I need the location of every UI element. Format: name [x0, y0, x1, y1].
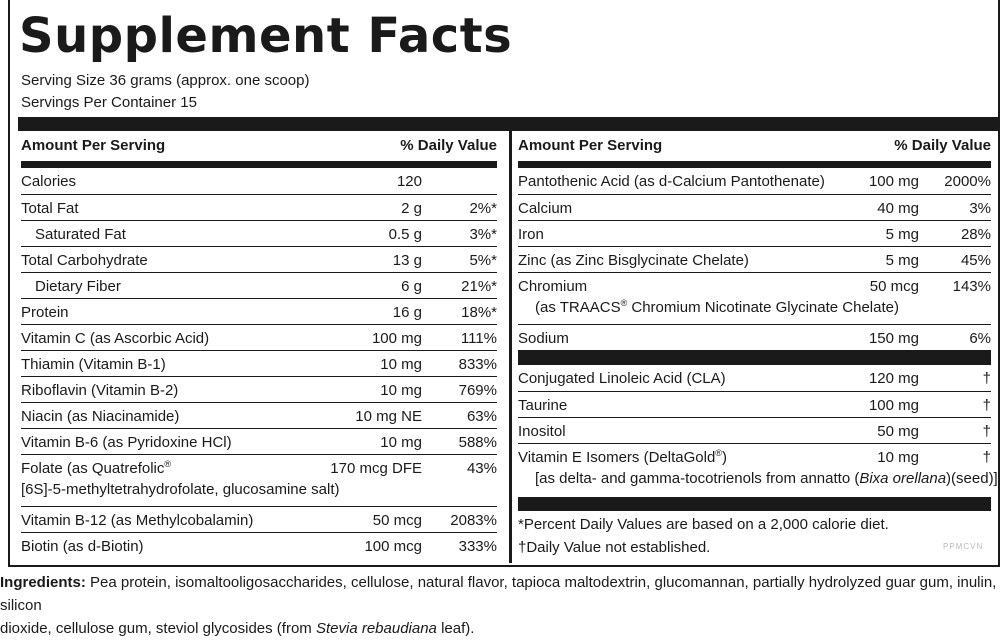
nutrient-dv: 5%* — [469, 252, 497, 269]
nutrient-amount: 5 mg — [885, 252, 919, 269]
nutrient-amount: 100 mg — [371, 330, 422, 347]
nutrient-row — [21, 324, 497, 350]
nutrient-amount: 2 g — [401, 200, 422, 217]
nutrient-dv: 3% — [969, 200, 991, 217]
nutrient-name: Sodium — [518, 330, 569, 347]
nutrient-row — [518, 220, 991, 246]
nutrient-dv: 2083% — [450, 512, 497, 529]
nutrient-name: Vitamin E Isomers (DeltaGold®) — [518, 448, 727, 466]
nutrient-amount: 10 mg — [380, 382, 422, 399]
nutrient-row — [21, 428, 497, 454]
servings-per-container: Servings Per Container 15 — [21, 94, 197, 111]
nutrient-name: Calories — [21, 173, 77, 190]
left-header — [21, 131, 497, 161]
nutrient-amount: 5 mg — [885, 226, 919, 243]
nutrient-dv: 833% — [458, 356, 497, 373]
nutrient-amount: 0.5 g — [388, 226, 422, 243]
daily-value-header: % Daily Value — [894, 137, 991, 154]
nutrient-detail: [6S]-5-methyltetrahydrofolate, glucosamine salt) — [21, 481, 340, 498]
nutrient-name: Zinc (as Zinc Bisglycinate Chelate) — [518, 252, 749, 269]
nutrient-row — [518, 194, 991, 220]
nutrient-name: Biotin (as d-Biotin) — [21, 538, 144, 555]
nutrient-row — [21, 506, 497, 532]
nutrient-dv: 63% — [466, 408, 497, 425]
footnote-percent-dv: *Percent Daily Values are based on a 2,000 calorie diet. — [518, 516, 889, 533]
nutrient-name: Saturated Fat — [35, 226, 126, 243]
amount-per-serving-header: Amount Per Serving — [518, 137, 663, 154]
nutrient-dv: 769% — [458, 382, 497, 399]
nutrient-dv: 45% — [960, 252, 991, 269]
mid-thick-bar — [518, 350, 991, 365]
nutrient-name: Vitamin B-12 (as Methylcobalamin) — [21, 512, 254, 529]
top-thick-bar — [18, 117, 1000, 131]
nutrient-row — [21, 532, 497, 558]
nutrient-name: Iron — [518, 226, 544, 243]
ingredient-row — [518, 365, 991, 391]
nutrient-amount: 10 mg NE — [355, 408, 422, 425]
ingredient-row — [518, 417, 991, 443]
nutrient-row — [21, 376, 497, 402]
nutrient-name: Vitamin C (as Ascorbic Acid) — [21, 330, 210, 347]
nutrient-name: Riboflavin (Vitamin B-2) — [21, 382, 179, 399]
nutrient-row — [21, 246, 497, 272]
nutrient-row — [21, 350, 497, 376]
nutrient-detail: [as delta- and gamma-tocotrienols from annatto (Bixa orellana)(seed)] — [535, 470, 998, 487]
header-thick-rule — [21, 161, 497, 168]
nutrient-amount: 100 mg — [868, 397, 919, 414]
nutrient-dv: 588% — [458, 434, 497, 451]
footnote-dagger: †Daily Value not established. — [518, 539, 711, 556]
nutrient-amount: 10 mg — [380, 434, 422, 451]
left-column — [21, 131, 497, 558]
nutrient-amount: 40 mg — [877, 200, 919, 217]
nutrient-name: Protein — [21, 304, 69, 321]
nutrient-row — [518, 272, 991, 324]
nutrient-amount: 13 g — [392, 252, 422, 269]
nutrient-name: Taurine — [518, 397, 568, 414]
nutrient-dv: 28% — [960, 226, 991, 243]
nutrient-dv: 143% — [952, 278, 991, 295]
right-column — [518, 131, 998, 558]
right-header — [518, 131, 991, 161]
nutrient-name: Total Carbohydrate — [21, 252, 148, 269]
nutrient-row — [21, 272, 497, 298]
nutrient-row — [21, 298, 497, 324]
panel-title: Supplement Facts — [19, 8, 513, 64]
nutrient-amount: 120 — [396, 173, 422, 190]
nutrient-amount: 10 mg — [877, 449, 919, 466]
nutrient-name: Conjugated Linoleic Acid (CLA) — [518, 370, 726, 387]
nutrient-dv: 111% — [460, 330, 497, 347]
nutrient-dv: 18%* — [461, 304, 497, 321]
ingredient-row — [518, 391, 991, 417]
nutrient-amount: 120 mg — [868, 370, 919, 387]
nutrient-dv: 21%* — [461, 278, 497, 295]
nutrient-amount: 100 mcg — [364, 538, 422, 555]
nutrient-dv: 333% — [458, 538, 497, 555]
nutrient-row — [21, 220, 497, 246]
nutrient-amount: 10 mg — [380, 356, 422, 373]
nutrient-amount: 16 g — [392, 304, 422, 321]
ingredients-text: Pea protein, isomaltooligosaccharides, cellulose, natural flavor, tapioca maltodextrin, glucomannan, partially hydrolyzed guar gum, inulin, silicon — [0, 574, 997, 614]
nutrient-row — [21, 402, 497, 428]
nutrient-dv: † — [982, 397, 991, 414]
nutrient-amount: 6 g — [401, 278, 422, 295]
amount-per-serving-header: Amount Per Serving — [21, 137, 166, 154]
nutrient-row — [21, 168, 497, 194]
nutrient-row — [21, 454, 497, 506]
watermark: PPMCVN — [943, 542, 984, 551]
column-divider — [509, 131, 512, 563]
registered-mark: ® — [164, 459, 172, 469]
nutrient-name: Niacin (as Niacinamide) — [21, 408, 180, 425]
nutrient-row — [21, 194, 497, 220]
ingredients-text: leaf). — [436, 620, 475, 637]
supplement-facts-panel — [8, 0, 1000, 567]
nutrient-name: Pantothenic Acid (as d-Calcium Pantothenate) — [518, 173, 825, 190]
nutrient-row — [518, 246, 991, 272]
ingredients-label: Ingredients: — [0, 574, 86, 591]
nutrient-dv: † — [982, 370, 991, 387]
nutrient-name: Thiamin (Vitamin B-1) — [21, 356, 166, 373]
nutrient-dv: † — [982, 423, 991, 440]
nutrient-dv: 2%* — [469, 200, 497, 217]
daily-value-header: % Daily Value — [400, 137, 497, 154]
nutrient-amount: 50 mg — [877, 423, 919, 440]
nutrient-name: Dietary Fiber — [35, 278, 121, 295]
ingredient-row — [518, 443, 998, 497]
bottom-thick-bar — [518, 497, 991, 511]
nutrient-detail: (as TRAACS® Chromium Nicotinate Glycinate Chelate) — [535, 298, 899, 316]
registered-mark: ® — [620, 298, 628, 308]
header-thick-rule — [518, 161, 991, 168]
nutrient-name: Inositol — [518, 423, 566, 440]
nutrient-name: Calcium — [518, 200, 573, 217]
nutrient-amount: 50 mcg — [372, 512, 422, 529]
nutrient-name: Vitamin B-6 (as Pyridoxine HCl) — [21, 434, 232, 451]
nutrient-name: Folate (as Quatrefolic® — [21, 459, 172, 477]
nutrient-row — [518, 168, 991, 194]
nutrient-row — [518, 324, 991, 350]
nutrient-dv: 2000% — [944, 173, 991, 190]
registered-mark: ® — [715, 448, 722, 458]
nutrient-name: Chromium — [518, 278, 588, 295]
ingredients-text: dioxide, cellulose gum, steviol glycosides (from — [0, 620, 316, 637]
ingredients-latin-name: Stevia rebaudiana — [315, 620, 437, 637]
nutrient-name: Total Fat — [21, 200, 79, 217]
nutrient-dv: 6% — [969, 330, 991, 347]
nutrient-dv: † — [982, 449, 991, 466]
nutrient-amount: 100 mg — [868, 173, 919, 190]
ingredients-statement — [0, 571, 1000, 640]
serving-size: Serving Size 36 grams (approx. one scoop) — [21, 72, 310, 89]
nutrient-amount: 170 mcg DFE — [330, 460, 422, 477]
nutrient-dv: 3%* — [469, 226, 497, 243]
nutrient-dv: 43% — [466, 460, 497, 477]
nutrient-amount: 50 mcg — [869, 278, 919, 295]
nutrient-amount: 150 mg — [868, 330, 919, 347]
